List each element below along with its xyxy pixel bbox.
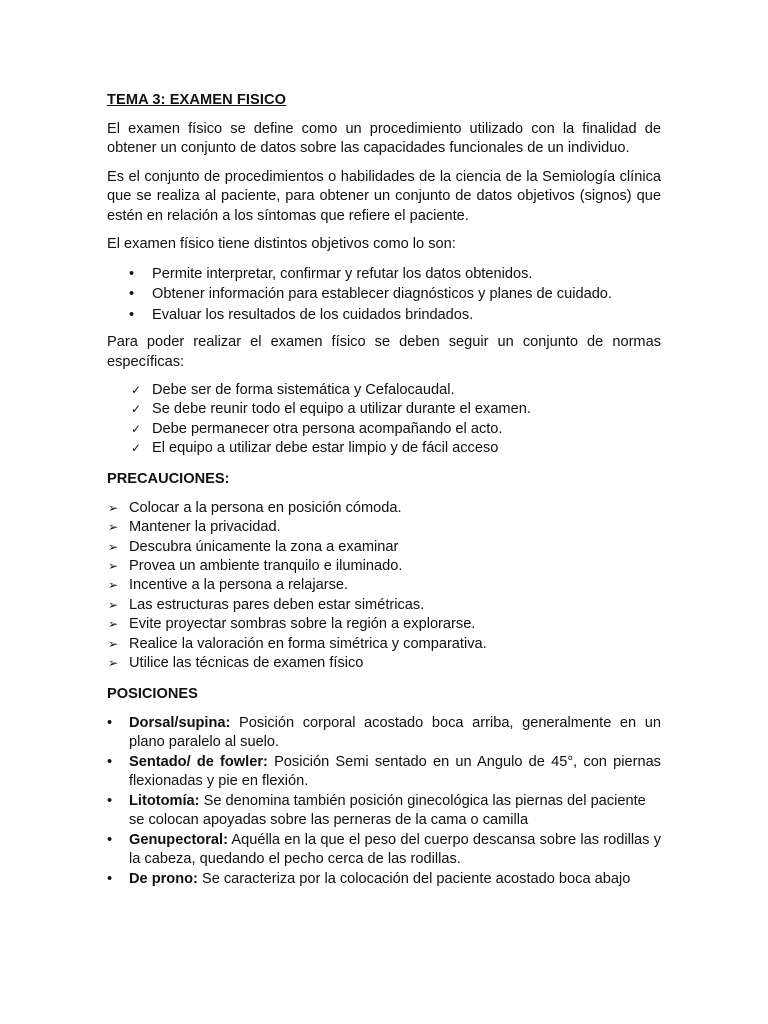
position-term: Sentado/ de fowler: xyxy=(129,753,268,770)
position-term: Dorsal/supina: xyxy=(129,714,231,731)
positions-list xyxy=(107,714,661,890)
bullet-dot-icon: • xyxy=(107,831,113,848)
objectives-list xyxy=(107,264,661,326)
list-item xyxy=(107,714,661,753)
arrow-bullet-icon: ➢ xyxy=(108,617,119,632)
arrow-bullet-icon: ➢ xyxy=(108,500,119,515)
list-item: • Permite interpretar, confirmar y refutar los datos obtenidos. xyxy=(107,264,661,285)
list-item: ➢ Realice la valoración en forma simétrica y comparativa. xyxy=(107,635,661,654)
position-description: Aquélla en la que el peso del cuerpo descansa sobre las rodillas y la cabeza, quedando el pecho cerca de las rodillas. xyxy=(129,831,661,868)
list-item xyxy=(107,831,661,870)
list-item: • Obtener información para establecer diagnósticos y planes de cuidado. xyxy=(107,284,661,305)
bullet-dot-icon: • xyxy=(129,265,135,282)
intro-paragraph-procedures: Es el conjunto de procedimientos o habilidades de la ciencia de la Semiología clínica que se realiza al paciente, para obtener un conjunto de datos objetivos (signos) que estén en relación a los síntomas que refiere el paciente. xyxy=(107,168,661,224)
list-item: ✓ El equipo a utilizar debe estar limpio y de fácil acceso xyxy=(107,439,661,458)
list-item: ✓ Se debe reunir todo el equipo a utilizar durante el examen. xyxy=(107,400,661,419)
list-item xyxy=(107,753,661,792)
position-description: Posición corporal acostado boca arriba, generalmente en un plano paralelo al suelo. xyxy=(129,714,661,751)
norms-list xyxy=(107,381,661,458)
checkmark-icon: ✓ xyxy=(131,440,142,455)
list-item xyxy=(107,792,661,831)
position-term: Litotomía: xyxy=(129,792,200,809)
position-description: Se caracteriza por la colocación del paciente acostado boca abajo xyxy=(197,870,631,887)
checkmark-icon: ✓ xyxy=(131,402,142,417)
position-description: Se denomina también posición ginecológica las piernas del paciente se colocan apoyadas sobre las perneras de la cama o camilla xyxy=(129,792,646,829)
list-item: ➢ Provea un ambiente tranquilo e iluminado. xyxy=(107,557,661,576)
arrow-bullet-icon: ➢ xyxy=(108,597,119,612)
arrow-bullet-icon: ➢ xyxy=(108,655,119,670)
arrow-bullet-icon: ➢ xyxy=(108,539,119,554)
checkmark-icon: ✓ xyxy=(131,383,142,397)
list-item: ✓ Debe ser de forma sistemática y Cefalocaudal. xyxy=(107,381,661,400)
list-item: ➢ Las estructuras pares deben estar simétricas. xyxy=(107,596,661,615)
list-item: ✓ Debe permanecer otra persona acompañando el acto. xyxy=(107,420,661,439)
precautions-list xyxy=(107,499,661,674)
position-term: Genupectoral: xyxy=(129,831,228,848)
list-item: ➢ Incentive a la persona a relajarse. xyxy=(107,576,661,595)
norms-intro: Para poder realizar el examen físico se deben seguir un conjunto de normas específicas: xyxy=(107,334,661,370)
precautions-heading: PRECAUCIONES: xyxy=(107,471,230,488)
arrow-bullet-icon: ➢ xyxy=(108,558,119,573)
list-item: • Evaluar los resultados de los cuidados brindados. xyxy=(107,305,661,326)
position-description: Posición Semi sentado en un Angulo de 45°, con piernas flexionadas y pie en flexión. xyxy=(129,753,661,790)
bullet-dot-icon: • xyxy=(107,870,113,887)
bullet-dot-icon: • xyxy=(107,792,113,809)
list-item: ➢ Mantener la privacidad. xyxy=(107,518,661,537)
document-title: TEMA 3: EXAMEN FISICO xyxy=(107,92,287,108)
arrow-bullet-icon: ➢ xyxy=(108,578,119,593)
list-item: ➢ Descubra únicamente la zona a examinar xyxy=(107,538,661,557)
bullet-dot-icon: • xyxy=(107,714,113,731)
list-item: ➢ Utilice las técnicas de examen físico xyxy=(107,654,661,673)
bullet-dot-icon: • xyxy=(129,306,135,323)
positions-heading: POSICIONES xyxy=(107,686,198,703)
list-item: ➢ Colocar a la persona en posición cómoda. xyxy=(107,499,661,518)
bullet-dot-icon: • xyxy=(129,286,135,302)
list-item xyxy=(107,870,661,890)
objectives-intro: El examen físico tiene distintos objetivos como lo son: xyxy=(107,236,456,252)
position-term: De prono: xyxy=(129,870,198,887)
checkmark-icon: ✓ xyxy=(131,421,142,436)
arrow-bullet-icon: ➢ xyxy=(108,520,119,535)
arrow-bullet-icon: ➢ xyxy=(108,636,119,651)
intro-paragraph-definition: El examen físico se define como un procedimiento utilizado con la finalidad de obtener un conjunto de datos sobre las capacidades funcionales de un individuo. xyxy=(107,120,661,156)
list-item: ➢ Evite proyectar sombras sobre la región a explorarse. xyxy=(107,615,661,634)
document-page xyxy=(107,91,661,889)
bullet-dot-icon: • xyxy=(107,753,113,770)
